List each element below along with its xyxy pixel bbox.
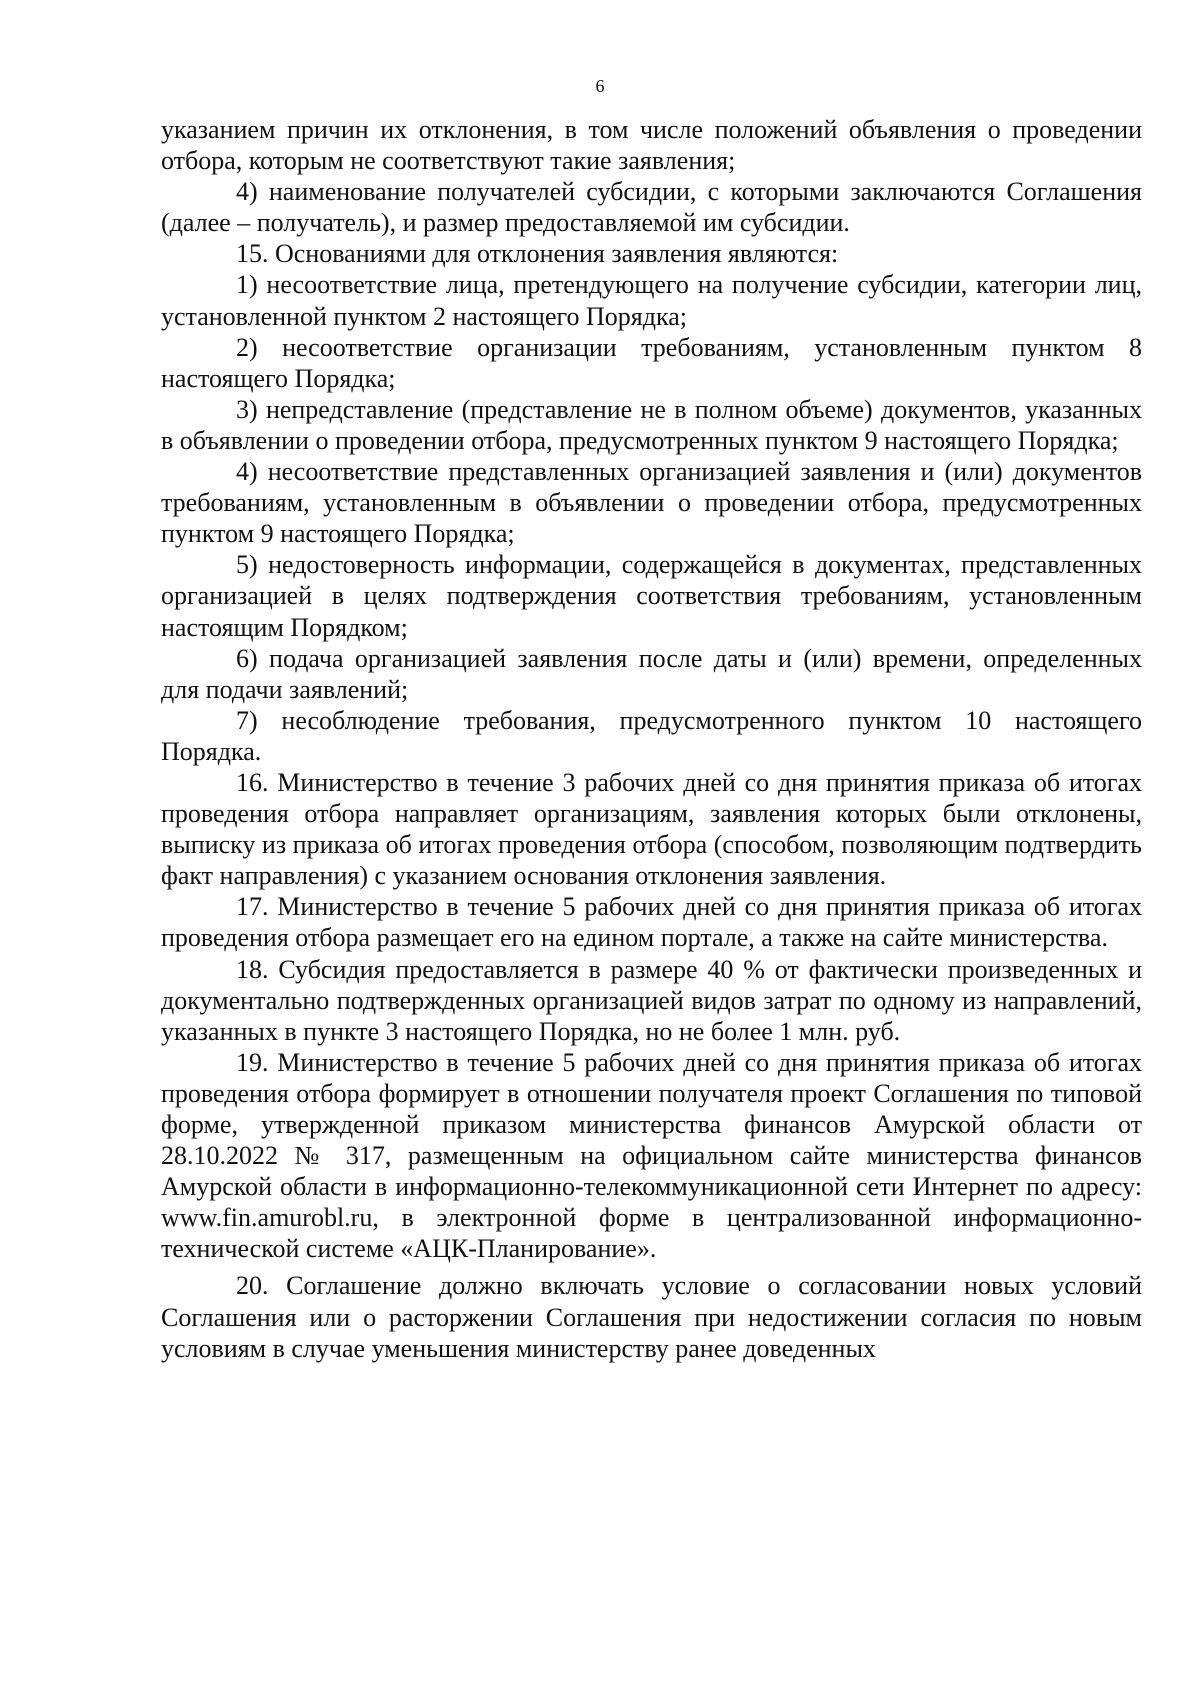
paragraph-15-item-3: 3) непредставление (представление не в полном объеме) документов, указанных в объявлении о проведении отбора, предусмотренных пунктом 9 настоящего Порядка; [161, 394, 1142, 455]
paragraph-15: 15. Основаниями для отклонения заявления являются: [236, 239, 839, 269]
paragraph-20: 20. Соглашение должно включать условие о согласовании новых условий Соглашения или о расторжении Соглашения при недостижении согласия по новым условиям в случае уменьшения министерству ранее доведенных [161, 1271, 1142, 1363]
paragraph-16: 16. Министерство в течение 3 рабочих дней со дня принятия приказа об итогах проведения отбора направляет организациям, заявления которых были отклонены, выписку из приказа об итогах проведения отбора (способом, позволяющим подтвердить факт направления) с указанием основания отклонения заявления. [161, 767, 1142, 891]
page-number: 6 [595, 76, 605, 96]
paragraph-15-item-7: 7) несоблюдение требования, предусмотренного пунктом 10 настоящего Порядка. [161, 705, 1142, 766]
paragraph-15-item-6: 6) подача организацией заявления после даты и (или) времени, определенных для подачи заявлений; [161, 643, 1142, 704]
paragraph-15-item-4: 4) несоответствие представленных организацией заявления и (или) документов требованиям, установленным в объявлении о проведении отбора, предусмотренных пунктом 9 настоящего Порядка; [161, 457, 1142, 549]
paragraph-item-4: 4) наименование получателей субсидии, с которыми заключаются Соглашения (далее – получатель), и размер предоставляемой им субсидии. [161, 177, 1142, 238]
paragraph-15-item-5: 5) недостоверность информации, содержащейся в документах, представленных организацией в целях подтверждения соответствия требованиям, установленным настоящим Порядком; [161, 550, 1142, 642]
paragraph-15-item-1: 1) несоответствие лица, претендующего на получение субсидии, категории лиц, установленной пунктом 2 настоящего Порядка; [161, 270, 1142, 331]
paragraph-17: 17. Министерство в течение 5 рабочих дней со дня принятия приказа об итогах проведения отбора размещает его на едином портале, а также на сайте министерства. [161, 892, 1142, 953]
paragraph-19: 19. Министерство в течение 5 рабочих дней со дня принятия приказа об итогах проведения отбора формирует в отношении получателя проект Соглашения по типовой форме, утвержденной приказом министерства финансов Амурской области от 28.10.2022 № 317, размещенным на официальном сайте министерства финансов Амурской области в информационно-телекоммуникационной сети Интернет по адресу: www.fin.amurobl.ru, в электронной форме в централизованной информационно-технической системе «АЦК-Планирование». [161, 1047, 1142, 1264]
document-body [161, 114, 1142, 1364]
paragraph-18: 18. Субсидия предоставляется в размере 40 % от фактически произведенных и документально подтвержденных организацией видов затрат по одному из направлений, указанных в пункте 3 настоящего Порядка, но не более 1 млн. руб. [161, 954, 1142, 1046]
paragraph-continuation: указанием причин их отклонения, в том числе положений объявления о проведении отбора, которым не соответствуют такие заявления; [161, 115, 1142, 176]
paragraph-15-item-2: 2) несоответствие организации требованиям, установленным пунктом 8 настоящего Порядка; [161, 332, 1142, 393]
